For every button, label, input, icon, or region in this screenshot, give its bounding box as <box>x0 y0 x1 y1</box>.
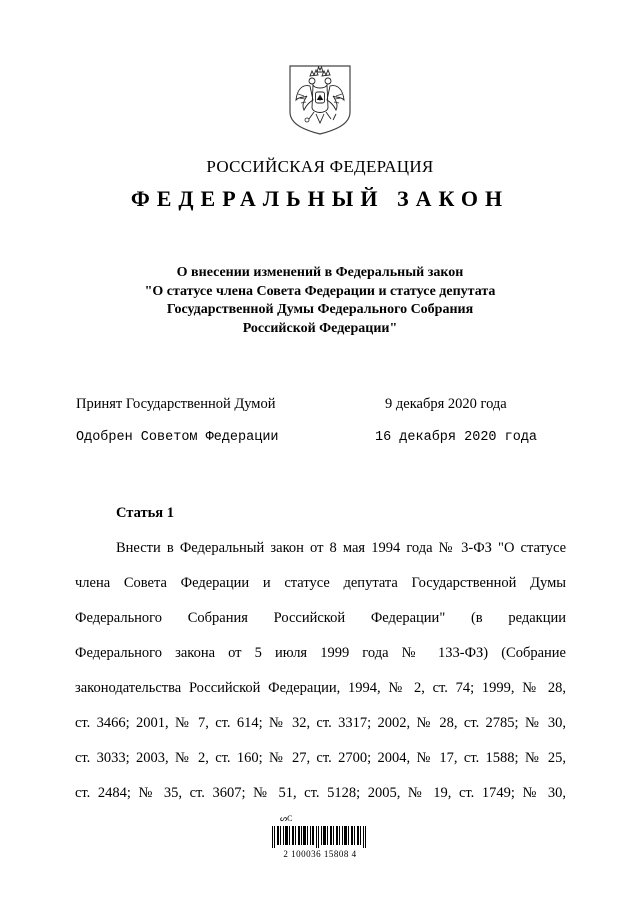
barcode-mark: ᔕC <box>280 814 293 823</box>
article-text-line: Федерального Собрания Российской Федерации" (в редакции <box>75 610 566 626</box>
article-text-line: члена Совета Федерации и статусе депутата Государственной Думы <box>75 575 566 591</box>
article-title: Статья 1 <box>116 505 174 521</box>
article-text-line: ст. 3466; 2001, № 7, ст. 614; № 32, ст. 3317; 2002, № 28, ст. 2785; № 30, <box>75 715 566 731</box>
barcode-number: 2 100036 15808 4 <box>283 849 357 859</box>
article-text-line: ст. 2484; № 35, ст. 3607; № 51, ст. 5128; 2005, № 19, ст. 1749; № 30, <box>75 785 566 801</box>
article-text-line: Внести в Федеральный закон от 8 мая 1994 года № 3-ФЗ "О статусе <box>116 540 566 556</box>
council-approval-label: Одобрен Советом Федерации <box>76 430 279 445</box>
law-subject <box>100 264 540 338</box>
barcode-bars <box>272 826 368 848</box>
subject-line: Государственной Думы Федерального Собрания <box>166 302 474 317</box>
council-approval-date: 16 декабря 2020 года <box>375 430 538 445</box>
subject-line: Российской Федерации" <box>242 320 398 336</box>
subject-line: "О статусе члена Совета Федерации и статусе депутата <box>144 283 496 299</box>
country-heading: РОССИЙСКАЯ ФЕДЕРАЦИЯ <box>206 157 434 176</box>
article-text-line: ст. 3033; 2003, № 2, ст. 160; № 27, ст. 2700; 2004, № 17, ст. 1588; № 25, <box>75 750 566 766</box>
russian-coat-of-arms-icon <box>288 64 352 136</box>
barcode <box>268 814 372 862</box>
subject-line: О внесении изменений в Федеральный закон <box>176 265 464 280</box>
duma-adoption-label: Принят Государственной Думой <box>76 396 276 412</box>
document-type-title: ФЕДЕРАЛЬНЫЙ ЗАКОН <box>130 186 510 211</box>
article-text-line: Федерального закона от 5 июля 1999 года № 133-ФЗ) (Собрание <box>75 645 566 661</box>
duma-adoption-date: 9 декабря 2020 года <box>385 396 507 412</box>
article-text-line: законодательства Российской Федерации, 1994, № 2, ст. 74; 1999, № 28, <box>75 680 566 696</box>
